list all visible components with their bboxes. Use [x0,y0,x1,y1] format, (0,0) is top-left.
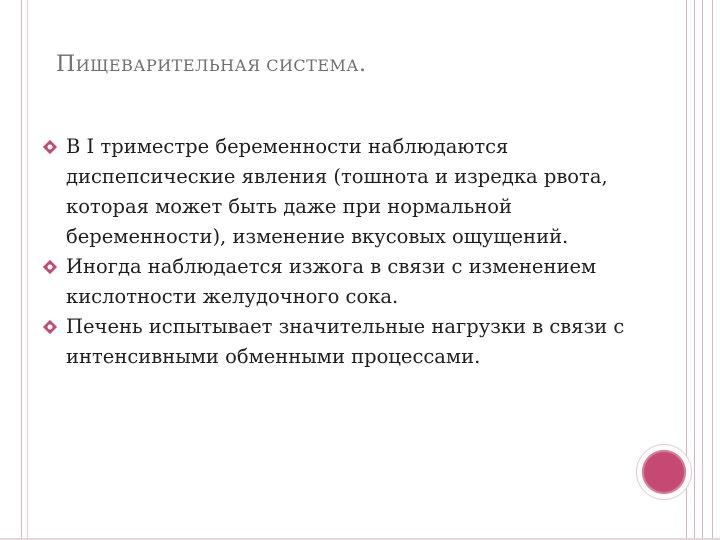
bullet-text: Иногда наблюдается изжога в связи с изменением кислотности желудочного сока. [66,255,597,308]
bullet-item [42,252,632,312]
bullet-text: Печень испытывает значительные нагрузки в связи с интенсивными обменными процессами. [66,315,625,368]
bullet-list [42,132,632,372]
bullet-item [42,132,632,252]
bullet-item [42,312,632,372]
pink-diamond-bullet-icon [42,139,58,155]
slide-title: ПИЩЕВАРИТЕЛЬНАЯ СИСТЕМА. [56,52,367,77]
pink-diamond-bullet-icon [42,319,58,335]
bullet-text: В I триместре беременности наблюдаются диспепсические явления (тошнота и изредка рвота, которая может быть даже при нормальной беременности), изменение вкусовых ощущений. [66,135,608,248]
left-border-decoration [0,0,28,540]
pink-diamond-bullet-icon [42,259,58,275]
decorative-pink-circle [642,450,686,494]
